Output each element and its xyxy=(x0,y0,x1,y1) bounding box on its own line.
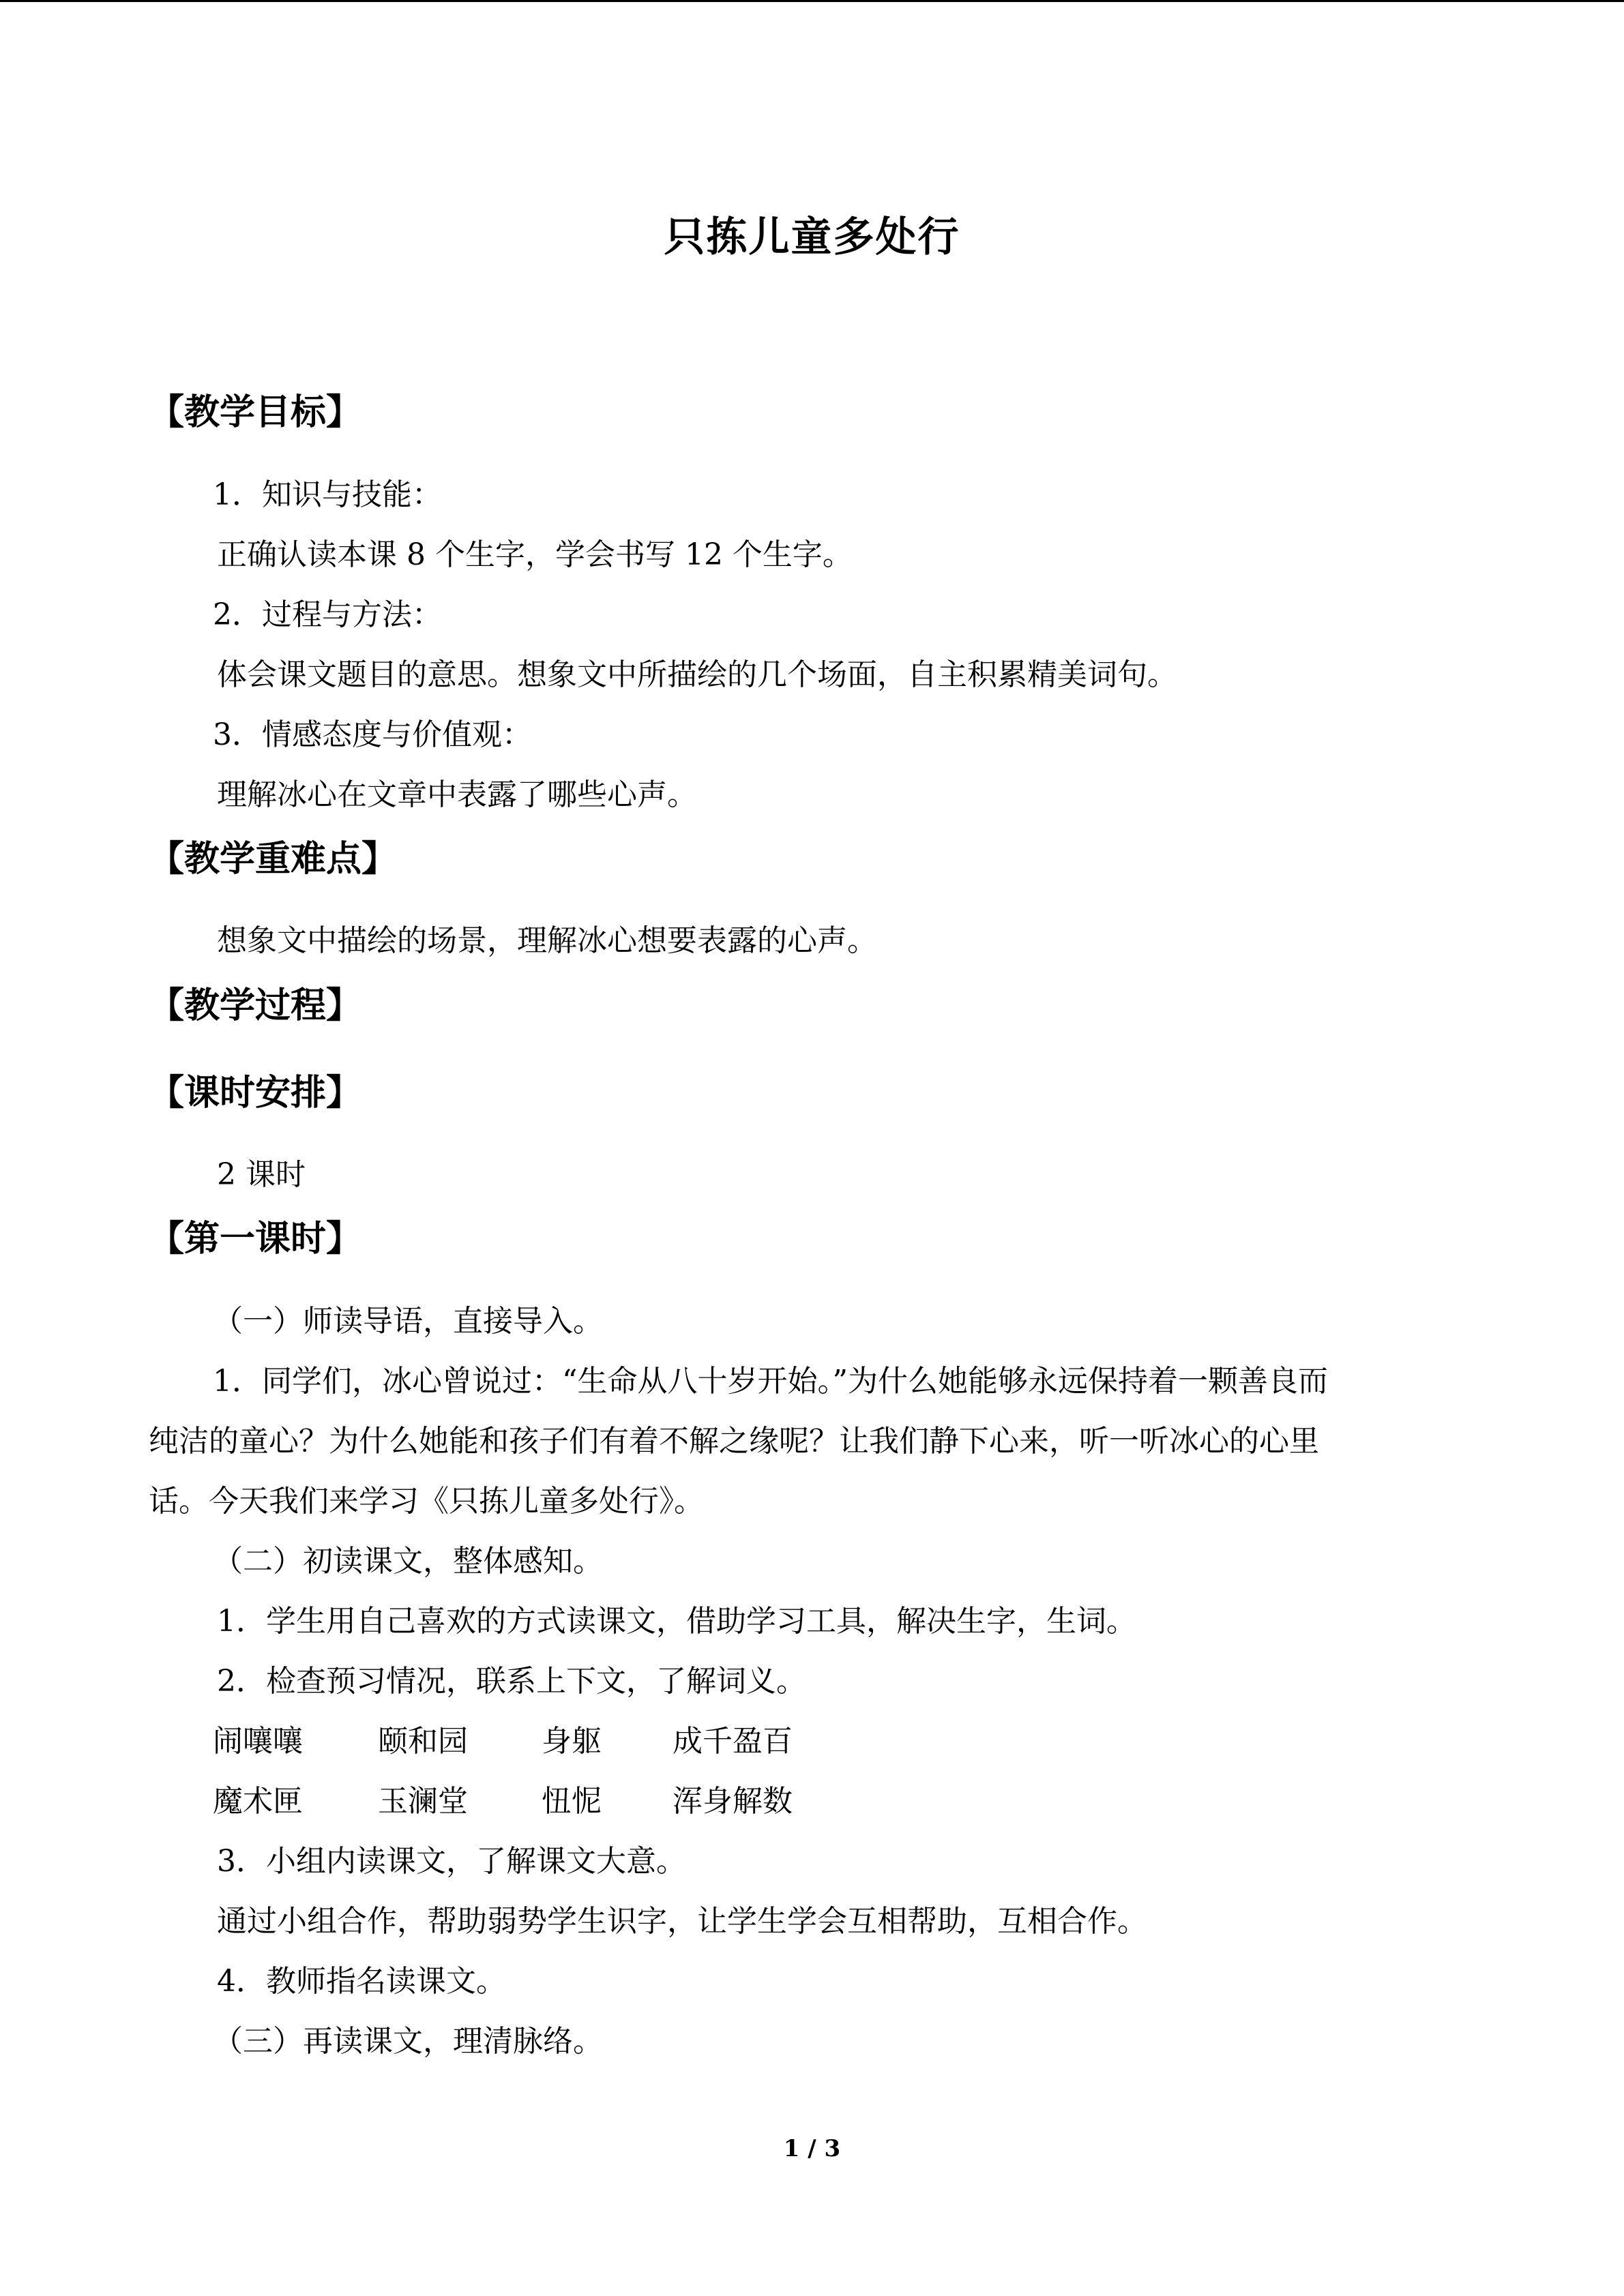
part-1-para-line-3: 话。今天我们来学习《只拣儿童多处行》。 xyxy=(149,1484,704,1519)
part-2-item-3: 3．小组内读课文，了解课文大意。 xyxy=(217,1844,686,1879)
heading-process: 【教学过程】 xyxy=(149,985,362,1026)
part-1-para-line-1: 1．同学们，冰心曾说过：“生命从八十岁开始。”为什么她能够永远保持着一颗善良而 xyxy=(213,1364,1328,1399)
top-border-line xyxy=(0,0,1624,2)
key-points-text: 想象文中描绘的场景，理解冰心想要表露的心声。 xyxy=(217,923,877,958)
objective-1-label: 1．知识与技能： xyxy=(213,477,442,512)
vocab-word: 玉澜堂 xyxy=(378,1784,468,1819)
vocab-word: 成千盈百 xyxy=(673,1724,793,1759)
part-2-title: （二）初读课文，整体感知。 xyxy=(213,1544,603,1579)
part-1-para-line-2: 纯洁的童心？为什么她能和孩子们有着不解之缘呢？让我们静下心来，听一听冰心的心里 xyxy=(149,1424,1319,1459)
part-2-item-1: 1．学生用自己喜欢的方式读课文，借助学习工具，解决生字，生词。 xyxy=(217,1604,1136,1639)
document-title: 只拣儿童多处行 xyxy=(664,213,960,261)
objective-1-text: 正确认读本课 8 个生字，学会书写 12 个生字。 xyxy=(217,537,853,572)
vocab-word: 颐和园 xyxy=(378,1724,468,1759)
vocab-word: 身躯 xyxy=(542,1724,602,1759)
heading-objectives: 【教学目标】 xyxy=(149,392,362,433)
vocab-word: 忸怩 xyxy=(542,1784,602,1819)
schedule-text: 2 课时 xyxy=(217,1157,306,1192)
part-1-title: （一）师读导语，直接导入。 xyxy=(213,1304,603,1339)
part-3-title: （三）再读课文，理清脉络。 xyxy=(213,2024,603,2059)
objective-3-text: 理解冰心在文章中表露了哪些心声。 xyxy=(217,777,697,812)
part-2-item-3-text: 通过小组合作，帮助弱势学生识字，让学生学会互相帮助，互相合作。 xyxy=(217,1904,1147,1939)
heading-first-lesson: 【第一课时】 xyxy=(149,1219,362,1259)
vocab-word: 闹嚷嚷 xyxy=(213,1724,303,1759)
part-2-item-4: 4．教师指名读课文。 xyxy=(217,1964,506,1999)
page-number: 1 / 3 xyxy=(783,2135,841,2162)
part-2-item-2: 2．检查预习情况，联系上下文，了解词义。 xyxy=(217,1664,806,1699)
heading-schedule: 【课时安排】 xyxy=(149,1073,362,1114)
vocab-word: 魔术匣 xyxy=(213,1784,303,1819)
objective-2-label: 2．过程与方法： xyxy=(213,597,442,632)
objective-2-text: 体会课文题目的意思。想象文中所描绘的几个场面，自主积累精美词句。 xyxy=(217,657,1177,692)
vocab-word: 浑身解数 xyxy=(673,1784,793,1819)
objective-3-label: 3．情感态度与价值观： xyxy=(213,717,532,752)
heading-key-points: 【教学重难点】 xyxy=(149,839,398,880)
